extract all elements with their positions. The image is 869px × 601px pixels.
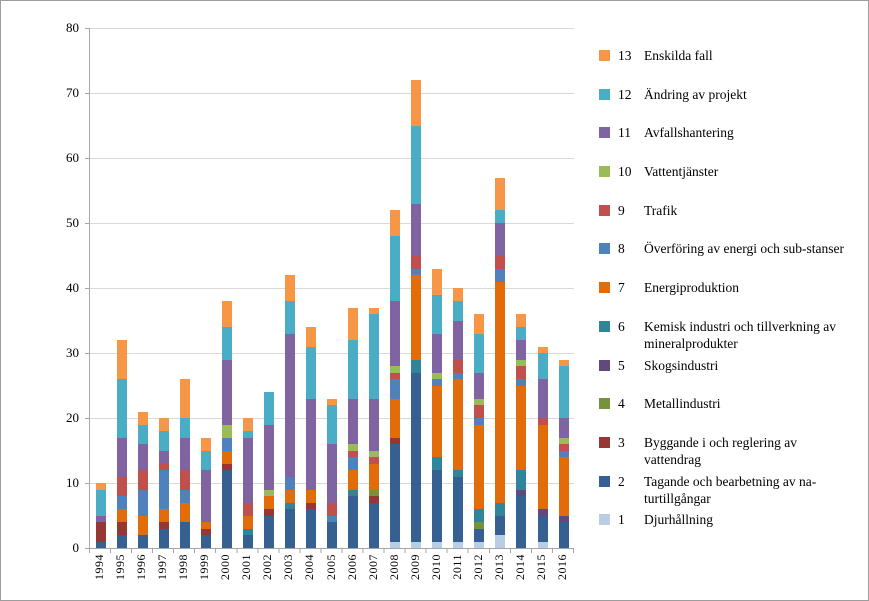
bar-segment-2 [201,535,211,548]
legend-swatch [599,50,610,61]
bar-column-2004 [300,327,321,548]
bar-segment-3 [117,522,127,535]
bar-stack [96,483,106,548]
legend-number: 13 [618,48,632,63]
x-tick-label: 1999 [197,554,212,580]
bar-segment-2 [348,496,358,548]
bar-segment-7 [432,386,442,458]
bar-column-2002 [258,392,279,548]
bar-segment-12 [432,295,442,334]
x-tick-label: 2007 [365,554,380,580]
x-tick-label: 2012 [470,554,485,580]
bar-column-2008 [385,210,406,548]
x-tick-label: 2014 [512,554,527,580]
bar-segment-11 [474,373,484,399]
bar-segment-2 [264,516,274,549]
bar-segment-9 [453,360,463,373]
x-tick-cell [342,554,363,598]
bar-segment-13 [285,275,295,301]
bar-column-2013 [490,178,511,549]
bar-segment-7 [138,516,148,536]
legend-item-10 [599,163,857,202]
x-tick-label: 1995 [113,554,128,580]
bar-segment-2 [306,509,316,548]
x-tick-cell [194,554,215,598]
bar-segment-13 [348,308,358,341]
legend-swatch [599,437,610,448]
bar-segment-12 [285,301,295,334]
legend-swatch [599,514,610,525]
x-tick-cell [152,554,173,598]
bar-stack [348,308,358,549]
legend-label: Skogsindustri [644,357,719,373]
x-axis-labels [89,554,573,598]
bar-segment-12 [138,425,148,445]
legend-item-7 [599,279,857,318]
bar-segment-11 [138,444,148,470]
bar-segment-13 [453,288,463,301]
bar-column-1997 [153,418,174,548]
y-tick-label: 40 [66,280,79,295]
bar-segment-13 [243,418,253,431]
x-tick-cell [236,554,257,598]
legend-number: 4 [618,396,625,412]
x-tick-label: 2002 [260,554,275,580]
legend-number: 10 [618,164,632,180]
legend-swatch [599,398,610,409]
y-tick-label: 0 [72,540,79,555]
bar-segment-11 [327,444,337,503]
legend-item-12 [599,86,857,125]
legend-item-4 [599,395,857,434]
bar-segment-7 [411,275,421,360]
legend-item-8 [599,240,857,279]
bar-segment-1 [495,535,505,548]
bar-segment-7 [453,379,463,470]
bar-stack [390,210,400,548]
x-tick-cell [510,554,531,598]
legend-label: Avfallshantering [644,125,734,141]
bar-segment-13 [117,340,127,379]
x-tick-cell [299,554,320,598]
x-tick-label: 2011 [449,554,464,580]
bar-segment-7 [538,425,548,510]
bar-stack [264,392,274,548]
bar-stack [495,178,505,549]
x-tick-label: 2003 [281,554,296,580]
bar-segment-12 [201,451,211,471]
bar-stack [369,308,379,549]
legend-number: 2 [618,473,625,489]
bar-segment-7 [222,451,232,464]
bar-segment-2 [432,470,442,542]
bar-segment-2 [390,444,400,542]
legend-number: 9 [618,202,625,218]
bar-segment-11 [180,438,190,471]
legend-swatch [599,166,610,177]
bar-stack [411,80,421,548]
bar-segment-2 [559,522,569,548]
legend-swatch [599,89,610,100]
legend-number: 8 [618,241,625,257]
bar-stack [222,301,232,548]
bar-segment-12 [327,405,337,444]
bar-stack [327,399,337,549]
bar-column-1994 [90,483,111,548]
bar-segment-12 [495,210,505,223]
bar-segment-2 [538,516,548,542]
bar-segment-11 [453,321,463,360]
y-tick-label: 30 [66,345,79,360]
bar-segment-2 [495,516,505,536]
bar-segment-11 [159,451,169,464]
bar-segment-11 [222,360,232,425]
bar-segment-12 [306,347,316,399]
bar-segment-2 [222,470,232,548]
bar-stack [243,418,253,548]
bar-segment-11 [369,399,379,451]
legend-swatch [599,243,610,254]
bar-stack [516,314,526,548]
x-tick-cell [426,554,447,598]
legend-label: Vattentjänster [644,164,719,180]
bar-segment-7 [243,516,253,529]
bar-stack [538,347,548,549]
bar-segment-2 [159,529,169,549]
bar-segment-11 [117,438,127,477]
x-tick-label: 2015 [534,554,548,580]
bar-segment-12 [516,327,526,340]
legend-item-1 [599,511,857,550]
bar-stack [453,288,463,548]
x-tick-cell [89,554,110,598]
bar-column-1999 [195,438,216,549]
bar-segment-12 [369,314,379,399]
bar-stack [306,327,316,548]
legend-number: 5 [618,357,625,373]
bars-container [90,28,574,548]
bar-segment-7 [348,470,358,490]
bar-segment-7 [516,386,526,471]
bar-segment-7 [474,425,484,510]
bar-segment-2 [516,496,526,548]
legend-label: Energiproduktion [644,280,739,296]
legend-number: 11 [618,125,631,141]
bar-segment-2 [411,373,421,542]
bar-segment-9 [516,366,526,379]
bar-segment-8 [495,269,505,282]
x-tick-label: 2006 [344,554,359,580]
bar-segment-12 [159,431,169,451]
bar-segment-11 [306,399,316,490]
x-tick-label: 2009 [407,554,422,580]
x-tick-label: 2016 [555,554,570,580]
bar-segment-8 [159,470,169,509]
bar-segment-13 [516,314,526,327]
bar-stack [432,269,442,549]
bar-segment-2 [327,522,337,548]
bar-segment-9 [411,256,421,269]
bar-segment-7 [559,457,569,516]
legend-swatch [599,127,610,138]
legend-item-5 [599,357,857,396]
x-tick-label: 2004 [302,554,317,580]
bar-segment-6 [474,509,484,522]
bar-segment-6 [516,470,526,490]
bar-segment-8 [180,490,190,503]
legend-label: Byggande i och reglering av vattendrag [644,434,797,467]
bar-segment-7 [264,496,274,509]
bar-column-1998 [174,379,195,548]
bar-column-2014 [511,314,532,548]
bar-column-2003 [279,275,300,548]
x-tick-cell [278,554,299,598]
x-tick-label: 2001 [239,554,254,580]
bar-column-2006 [343,308,364,549]
bar-segment-9 [243,503,253,516]
bar-segment-2 [285,509,295,548]
bar-segment-12 [96,490,106,516]
bar-stack [159,418,169,548]
x-tick-cell [131,554,152,598]
bar-segment-7 [369,464,379,490]
bar-stack [138,412,148,549]
bar-stack [180,379,190,548]
bar-segment-11 [559,418,569,438]
bar-segment-13 [474,314,484,334]
bar-segment-7 [117,509,127,522]
bar-segment-2 [369,503,379,549]
legend-label: Kemisk industri och tillverkning av mineralprodukter [644,318,836,351]
x-tick-cell [447,554,468,598]
x-tick-cell [363,554,384,598]
bar-segment-11 [243,438,253,503]
bar-segment-2 [243,535,253,548]
bar-segment-13 [411,80,421,126]
x-tick-label: 1998 [176,554,191,580]
bar-segment-12 [559,366,569,418]
legend-item-2 [599,473,857,512]
x-tick-cell [173,554,194,598]
bar-segment-6 [495,503,505,516]
legend-item-6 [599,318,857,357]
bar-segment-8 [117,496,127,509]
bar-column-2005 [322,399,343,549]
bar-column-2007 [364,308,385,549]
bar-segment-2 [117,535,127,548]
bar-segment-7 [159,509,169,522]
legend-label: Djurhållning [644,512,713,528]
bar-segment-13 [201,438,211,451]
x-tick-cell [384,554,405,598]
x-tick-label: 1997 [155,554,170,580]
bar-segment-13 [159,418,169,431]
legend-number: 7 [618,280,625,296]
bar-column-2015 [532,347,553,549]
bar-segment-12 [453,301,463,321]
bar-segment-11 [264,425,274,490]
bar-segment-11 [495,223,505,256]
x-tick-cell [110,554,131,598]
bar-segment-13 [222,301,232,327]
legend-item-9 [599,202,857,241]
x-tick-cell [405,554,426,598]
legend-item-11 [599,124,857,163]
legend-swatch [599,360,610,371]
plot-area [89,28,574,549]
bar-segment-9 [474,405,484,418]
bar-segment-11 [348,399,358,445]
bar-segment-12 [180,418,190,438]
bar-stack [117,340,127,548]
x-tick-cell [215,554,236,598]
bar-column-1995 [111,340,132,548]
bar-segment-13 [180,379,190,418]
y-tick-label: 20 [66,410,79,425]
legend-number: 3 [618,434,625,450]
bar-column-2009 [406,80,427,548]
bar-segment-11 [201,470,211,522]
bar-segment-11 [516,340,526,360]
bar-segment-13 [432,269,442,295]
bar-segment-9 [327,503,337,516]
bar-segment-11 [411,204,421,256]
x-tick-label: 2010 [428,554,443,580]
bar-segment-12 [538,353,548,379]
bar-segment-11 [390,301,400,366]
bar-segment-7 [306,490,316,503]
bar-segment-13 [390,210,400,236]
bar-column-2012 [469,314,490,548]
bar-stack [201,438,211,549]
y-tick-label: 80 [66,20,79,35]
bar-segment-8 [285,477,295,490]
legend-label: Enskilda fall [644,48,713,63]
bar-segment-8 [348,457,358,470]
bar-segment-2 [474,529,484,542]
x-tick-cell [531,554,552,598]
legend-label: Överföring av energi och sub-stanser [644,241,844,257]
legend-item-13 [599,47,857,86]
legend-swatch [599,321,610,332]
bar-segment-8 [390,379,400,399]
x-tick-label: 2013 [491,554,506,580]
bar-segment-7 [180,503,190,523]
bar-stack [285,275,295,548]
bar-segment-12 [117,379,127,438]
bar-segment-2 [180,522,190,548]
legend-number: 6 [618,318,625,334]
y-tick-label: 10 [66,475,79,490]
bar-stack [559,360,569,549]
legend-swatch [599,205,610,216]
bar-column-2001 [237,418,258,548]
bar-segment-13 [138,412,148,425]
x-tick-label: 1994 [92,554,107,580]
bar-segment-12 [411,126,421,204]
legend-label: Tagande och bearbetning av na-turtillgångar [644,473,817,506]
bar-segment-8 [222,438,232,451]
bar-segment-12 [222,327,232,360]
bar-column-1996 [132,412,153,549]
y-tick-label: 50 [66,215,79,230]
x-tick-cell [552,554,573,598]
bar-column-2016 [553,360,574,549]
legend-label: Metallindustri [644,396,721,412]
x-tick-cell [468,554,489,598]
bar-segment-10 [222,425,232,438]
x-tick-label: 2000 [218,554,233,580]
y-tick-label: 70 [66,85,79,100]
legend-number: 12 [618,86,632,102]
legend-swatch [599,476,610,487]
x-tick-label: 2005 [323,554,338,580]
bar-segment-11 [432,334,442,373]
bar-segment-6 [411,360,421,373]
bar-segment-3 [96,522,106,542]
x-axis-ticks [89,548,574,553]
bar-segment-2 [453,477,463,542]
bar-segment-9 [138,470,148,490]
x-tick-cell [321,554,342,598]
bar-segment-11 [285,334,295,477]
legend-number: 1 [618,512,625,528]
x-tick-cell [257,554,278,598]
bar-segment-12 [348,340,358,399]
bar-segment-11 [538,379,548,418]
bar-segment-13 [495,178,505,211]
x-tick-cell [489,554,510,598]
x-tick-label: 2008 [386,554,401,580]
legend-label: Trafik [644,202,678,218]
bar-column-2000 [216,301,237,548]
bar-segment-6 [432,457,442,470]
legend-swatch [599,282,610,293]
bar-segment-9 [495,256,505,269]
bar-segment-12 [264,392,274,425]
bar-segment-8 [138,490,148,516]
bar-segment-9 [117,477,127,497]
y-tick-label: 60 [66,150,79,165]
legend-label: Ändring av projekt [644,86,747,102]
bar-column-2010 [427,269,448,549]
bar-segment-12 [474,334,484,373]
bar-segment-7 [285,490,295,503]
bar-segment-2 [138,535,148,548]
bar-segment-12 [390,236,400,301]
bar-segment-7 [390,399,400,438]
bar-segment-13 [306,327,316,347]
bar-stack [474,314,484,548]
legend-item-3 [599,434,857,473]
bar-segment-9 [180,470,190,490]
x-tick-label: 1996 [134,554,149,580]
bar-segment-7 [495,282,505,503]
bar-column-2011 [448,288,469,548]
chart-legend [599,47,857,550]
